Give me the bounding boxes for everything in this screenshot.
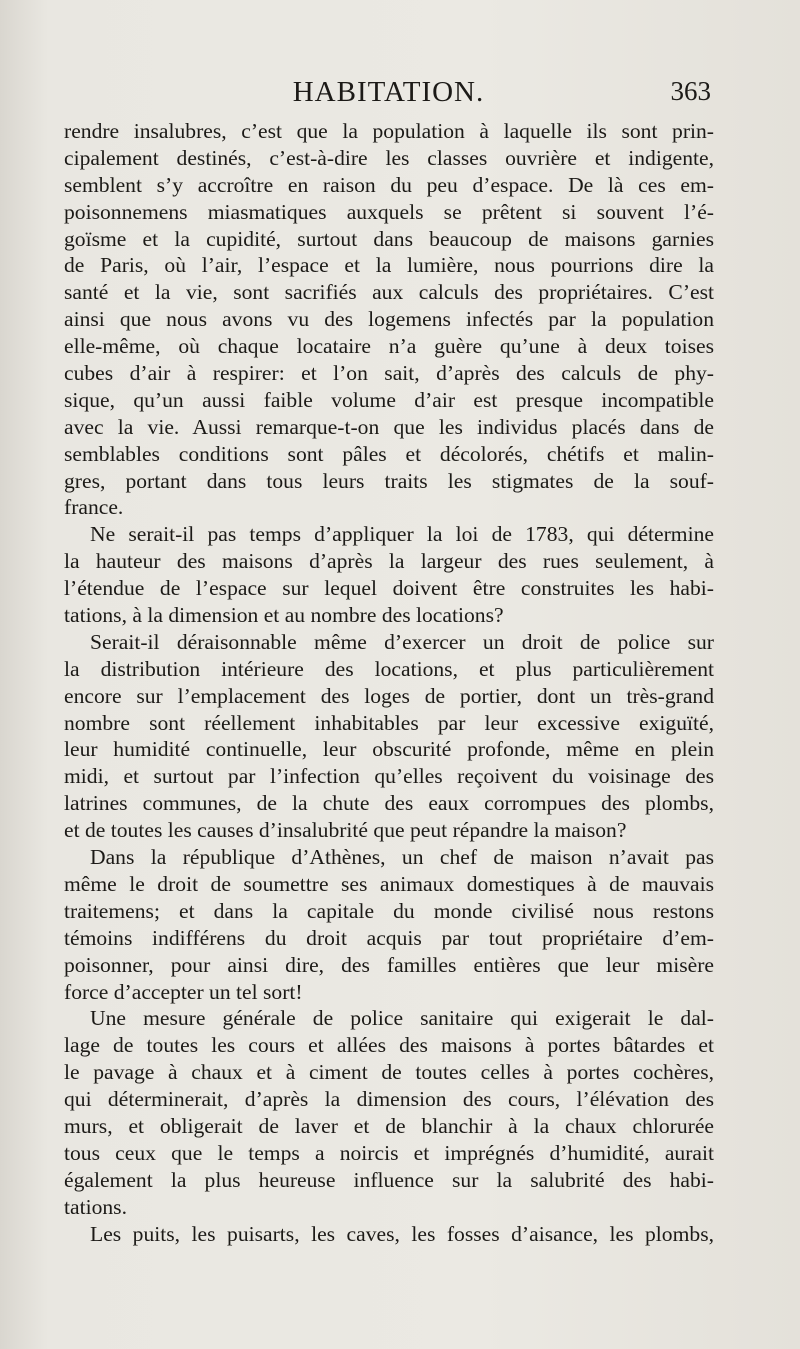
- text-line: tous ceux que le temps a noircis et imprégnés d’humidité, aurait: [64, 1140, 714, 1165]
- text-line: semblent s’y accroître en raison du peu d’espace. De là ces em-: [64, 172, 714, 197]
- text-line: nombre sont réellement inhabitables par leur excessive exiguïté,: [64, 710, 714, 735]
- text-line: ainsi que nous avons vu des logemens infectés par la population: [64, 307, 714, 332]
- text-line: Une mesure générale de police sanitaire qui exigerait le dal-: [90, 1006, 714, 1031]
- text-line: latrines communes, de la chute des eaux corrompues des plombs,: [64, 791, 714, 816]
- text-line: leur humidité continuelle, leur obscurité profonde, même en plein: [64, 737, 714, 762]
- text-line: force d’accepter un tel sort!: [64, 979, 303, 1004]
- text-line: goïsme et la cupidité, surtout dans beaucoup de maisons garnies: [64, 226, 714, 251]
- text-line: le pavage à chaux et à ciment de toutes celles à portes cochères,: [64, 1060, 714, 1085]
- page-number: 363: [670, 76, 711, 106]
- running-title: HABITATION.: [292, 76, 485, 108]
- text-line: Dans la république d’Athènes, un chef de maison n’avait pas: [90, 845, 714, 870]
- text-line: l’étendue de l’espace sur lequel doivent être construites les habi-: [64, 576, 714, 601]
- text-line: lage de toutes les cours et allées des maisons à portes bâtardes et: [64, 1033, 714, 1058]
- text-line: Serait-il déraisonnable même d’exercer un droit de police sur: [90, 629, 714, 654]
- text-line: de Paris, où l’air, l’espace et la lumière, nous pourrions dire la: [64, 253, 714, 278]
- text-line: même le droit de soumettre ses animaux domestiques à de mauvais: [64, 871, 714, 896]
- text-line: semblables conditions sont pâles et décolorés, chétifs et malin-: [64, 441, 714, 466]
- text-line: avec la vie. Aussi remarque-t-on que les individus placés dans de: [64, 414, 714, 439]
- text-line: tations, à la dimension et au nombre des locations?: [64, 603, 504, 628]
- text-line: elle-même, où chaque locataire n’a guère qu’une à deux toises: [64, 334, 714, 359]
- text-line: tations.: [64, 1194, 127, 1219]
- text-line: santé et la vie, sont sacrifiés aux calculs des propriétaires. C’est: [64, 280, 714, 305]
- text-line: Les puits, les puisarts, les caves, les fosses d’aisance, les plombs,: [90, 1221, 714, 1246]
- text-line: traitemens; et dans la capitale du monde civilisé nous restons: [64, 898, 714, 923]
- text-line: témoins indifférens du droit acquis par tout propriétaire d’em-: [64, 925, 714, 950]
- text-line: france.: [64, 495, 124, 520]
- text-line: sique, qu’un aussi faible volume d’air est presque incompatible: [64, 387, 714, 412]
- text-line: midi, et surtout par l’infection qu’elles reçoivent du voisinage des: [64, 764, 714, 789]
- text-line: la distribution intérieure des locations, et plus particulièrement: [64, 656, 714, 681]
- text-line: la hauteur des maisons d’après la largeur des rues seulement, à: [64, 549, 714, 574]
- text-line: Ne serait-il pas temps d’appliquer la loi de 1783, qui détermine: [90, 522, 714, 547]
- text-line: qui déterminerait, d’après la dimension des cours, l’élévation des: [64, 1087, 714, 1112]
- text-line: murs, et obligerait de laver et de blanchir à la chaux chlorurée: [64, 1113, 714, 1138]
- text-line: encore sur l’emplacement des loges de portier, dont un très-grand: [64, 683, 714, 708]
- text-line: gres, portant dans tous leurs traits les stigmates de la souf-: [64, 468, 714, 493]
- body-text: [64, 118, 714, 1247]
- text-line: rendre insalubres, c’est que la population à laquelle ils sont prin-: [64, 119, 714, 143]
- text-line: et de toutes les causes d’insalubrité que peut répandre la maison?: [64, 818, 627, 843]
- text-line: également la plus heureuse influence sur la salubrité des habi-: [64, 1167, 714, 1192]
- text-line: cipalement destinés, c’est-à-dire les classes ouvrière et indigente,: [64, 145, 714, 170]
- running-header: [66, 76, 711, 116]
- text-line: cubes d’air à respirer: et l’on sait, d’après des calculs de phy-: [64, 361, 714, 386]
- text-line: poisonnemens miasmatiques auxquels se prêtent si souvent l’é-: [64, 199, 714, 224]
- text-line: poisonner, pour ainsi dire, des familles entières que leur misère: [64, 952, 714, 977]
